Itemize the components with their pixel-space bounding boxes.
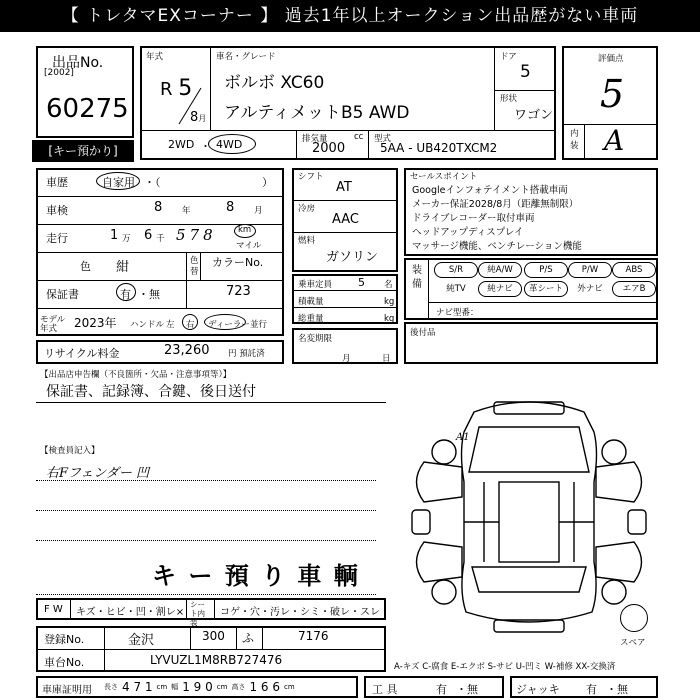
displacement-label: 排気量 — [302, 134, 328, 144]
recycle-label: リサイクル料金 — [44, 347, 120, 360]
equip-pw: P/W — [568, 262, 612, 278]
page-header: 【 トレタマEXコーナー 】 過去1年以上オークション出品歴がない車両 — [0, 0, 700, 32]
lot-number: 60275 — [46, 94, 129, 124]
cert-dim-unit: cm — [283, 683, 295, 691]
color-label: 色 — [80, 260, 91, 273]
mileage-man-unit: 万 — [122, 234, 131, 244]
recycle-unit: 円 預託済 — [228, 349, 265, 359]
chassis-label: 車台No. — [44, 656, 85, 669]
cert-label: 車庫証明用 — [42, 685, 92, 696]
history-rest: ・（ — [144, 176, 161, 189]
equipment-label: 装備 — [412, 265, 422, 290]
mileage-man: 1 — [110, 228, 119, 243]
fw-label: F W — [44, 604, 63, 615]
cert-dim-unit: 幅 — [171, 683, 179, 691]
equip-sr: S/R — [434, 262, 478, 278]
model-value: 5AA - UB420TXCM2 — [380, 141, 498, 155]
recycle-value: 23,260 — [164, 343, 210, 358]
reg-end-unit: 月 — [342, 354, 351, 364]
color-code: 723 — [226, 284, 251, 299]
doors-value: 5 — [520, 62, 531, 82]
key-label: [キー預かり] — [32, 140, 134, 162]
jack-no: ・無 — [606, 683, 628, 696]
reg-kana: ふ — [242, 631, 255, 645]
equip-leather: 革シート — [524, 281, 568, 297]
inspector-stamp: キ ー 預 り 車 輌 — [152, 561, 360, 590]
dealer-notes-text: 保証書、記録簿、合鍵、後日送付 — [46, 384, 256, 400]
fw-items: キズ・ヒビ・凹・割レ× — [76, 607, 185, 618]
modelyear-value: 2023年 — [74, 316, 117, 330]
spare-tire — [620, 604, 648, 632]
gross-label: 総重量 — [298, 314, 324, 324]
cert-dim-unit: 長さ — [104, 683, 118, 691]
sales-label: セールスポイント — [410, 172, 478, 182]
inspection-month-unit: 月 — [254, 206, 263, 216]
inspection-month: 8 — [226, 200, 235, 215]
diagram-mark: A1 — [456, 432, 470, 443]
cert-dim-unit: 高さ — [231, 683, 246, 691]
inspection-year: 8 — [154, 200, 163, 215]
inspector-label: 【検査員記入】 — [40, 446, 100, 456]
warranty-no: ・無 — [138, 288, 160, 301]
gross-unit: kg — [384, 314, 395, 324]
load-unit: kg — [384, 297, 395, 307]
mileage-digits: 578 — [176, 226, 217, 244]
history-label: 車歴 — [46, 176, 68, 189]
reg-place: 金沢 — [128, 633, 155, 648]
sales-point-1: Googleインフォテイメント搭載車両 — [412, 185, 568, 196]
year-month: 8月 — [190, 110, 207, 125]
cert-dim-value: 1 9 0 — [182, 680, 213, 694]
inspection-year-unit: 年 — [182, 206, 191, 216]
postfit-label: 後付品 — [410, 328, 436, 338]
aircon-value: AAC — [332, 212, 359, 227]
damage-legend: A-キズ C-腐食 E-エクボ S-サビ U-凹ミ W-補修 XX-交換済 — [394, 662, 616, 672]
reg-num: 7176 — [298, 629, 329, 643]
spare-label: スペア — [620, 638, 646, 648]
capacity-label: 乗車定員 — [298, 280, 333, 290]
color-change: 色替 — [190, 256, 199, 277]
model-label: 型式 — [374, 134, 392, 144]
shape-value: ワゴン — [514, 108, 554, 123]
doors-label: ドア — [500, 52, 517, 62]
equip-ps: P/S — [524, 262, 568, 278]
inspection-label: 車検 — [46, 204, 68, 217]
equip-abs: ABS — [612, 262, 656, 278]
sales-point-2: メーカー保証2028/8月（距離無制限） — [412, 199, 579, 210]
equip-aw: 純A/W — [478, 262, 522, 278]
cert-dim-unit: cm — [216, 683, 228, 691]
fuel-label: 燃料 — [298, 236, 316, 246]
capacity-unit: 名 — [384, 280, 393, 290]
shape-label: 形状 — [500, 94, 518, 104]
year-label: 年式 — [146, 52, 164, 62]
navi-model-label: ナビ型番： — [436, 308, 479, 318]
car-grade: アルティメットB5 AWD — [224, 103, 410, 123]
reg-end-label: 名変期限 — [298, 334, 333, 344]
car-label: 車名・グレード — [216, 52, 276, 62]
lot-label: 出品No. — [52, 55, 104, 71]
dealer-label: ディーラー — [208, 320, 250, 330]
chassis-value: LYVUZL1M8RB727476 — [150, 653, 283, 667]
equip-tv: 純TV — [446, 284, 466, 294]
color-value: 紺 — [116, 260, 130, 275]
tools-no: ・無 — [456, 683, 478, 696]
load-label: 積載量 — [298, 297, 324, 307]
handle-right: 右 — [186, 320, 195, 330]
displacement-value: 2000 — [312, 141, 346, 156]
tools-label: 工 具 — [372, 683, 398, 696]
year-value: 5 — [178, 76, 193, 101]
mileage-sen: 6 — [144, 228, 153, 243]
sales-point-4: ヘッドアップディスプレイ — [412, 227, 524, 238]
postfit-box — [404, 322, 658, 364]
inspector-note: 右Fフェンダー 凹 — [46, 466, 149, 481]
reg-class: 300 — [202, 629, 225, 643]
warranty-yes: 有 — [120, 288, 131, 301]
color-code-label: カラーNo. — [212, 256, 264, 269]
mileage-km: km — [238, 225, 252, 235]
equip-ext-navi: 外ナビ — [577, 284, 603, 294]
mileage-sen-unit: 千 — [156, 234, 165, 244]
mileage-label: 走行 — [46, 232, 68, 245]
handle-left: 左 — [166, 320, 175, 330]
history-close: ） — [262, 176, 273, 189]
fuel-value: ガソリン — [326, 250, 379, 265]
grade-label: 評価点 — [598, 54, 624, 64]
equip-airbag: エアB — [612, 281, 656, 297]
history-value: 自家用 — [102, 176, 135, 189]
equip-navi: 純ナビ — [478, 281, 522, 297]
car-name: ボルボ XC60 — [224, 73, 325, 93]
sales-point-3: ドライブレコーダー取付車両 — [412, 213, 535, 224]
import-label: 並行 — [250, 320, 268, 330]
grade-score: 5 — [600, 72, 625, 116]
mileage-mile: マイル — [236, 241, 262, 251]
cert-dims — [104, 678, 295, 696]
displacement-unit: cc — [354, 132, 364, 142]
reg-label: 登録No. — [44, 633, 85, 646]
shift-value: AT — [336, 180, 352, 195]
cert-dim-value: 4 7 1 — [122, 680, 153, 694]
jack-yes: 有 — [586, 683, 597, 696]
seat-label: シート内装 — [190, 600, 205, 627]
warranty-label: 保証書 — [46, 288, 79, 301]
car-diagram — [404, 392, 654, 642]
tools-yes: 有 — [436, 683, 447, 696]
reg-end-unit2: 日 — [382, 354, 391, 364]
cert-dim-unit: cm — [156, 683, 168, 691]
seat-items: コゲ・穴・汚レ・シミ・破レ・スレ — [220, 607, 380, 618]
aircon-label: 冷房 — [298, 204, 316, 214]
interior-label: 内装 — [570, 129, 579, 151]
drive-4wd: 4WD — [216, 138, 243, 151]
year-era-text: R — [160, 79, 173, 100]
capacity-value: 5 — [358, 276, 365, 289]
dealer-notes-label: 【出品店申告欄（不良箇所・欠品・注意事項等）】 — [40, 370, 232, 380]
lot-code: [2002] — [44, 68, 74, 78]
handle-label: ハンドル — [130, 320, 165, 330]
shift-label: シフト — [298, 172, 324, 182]
jack-label: ジャッキ — [516, 683, 560, 696]
drive-2wd: 2WD — [168, 138, 195, 151]
modelyear-label: モデル年式 — [40, 315, 66, 334]
cert-dim-value: 1 6 6 — [249, 680, 280, 694]
interior-value: A — [604, 124, 625, 157]
sales-point-5: マッサージ機能、ベンチレーション機能 — [412, 241, 582, 252]
